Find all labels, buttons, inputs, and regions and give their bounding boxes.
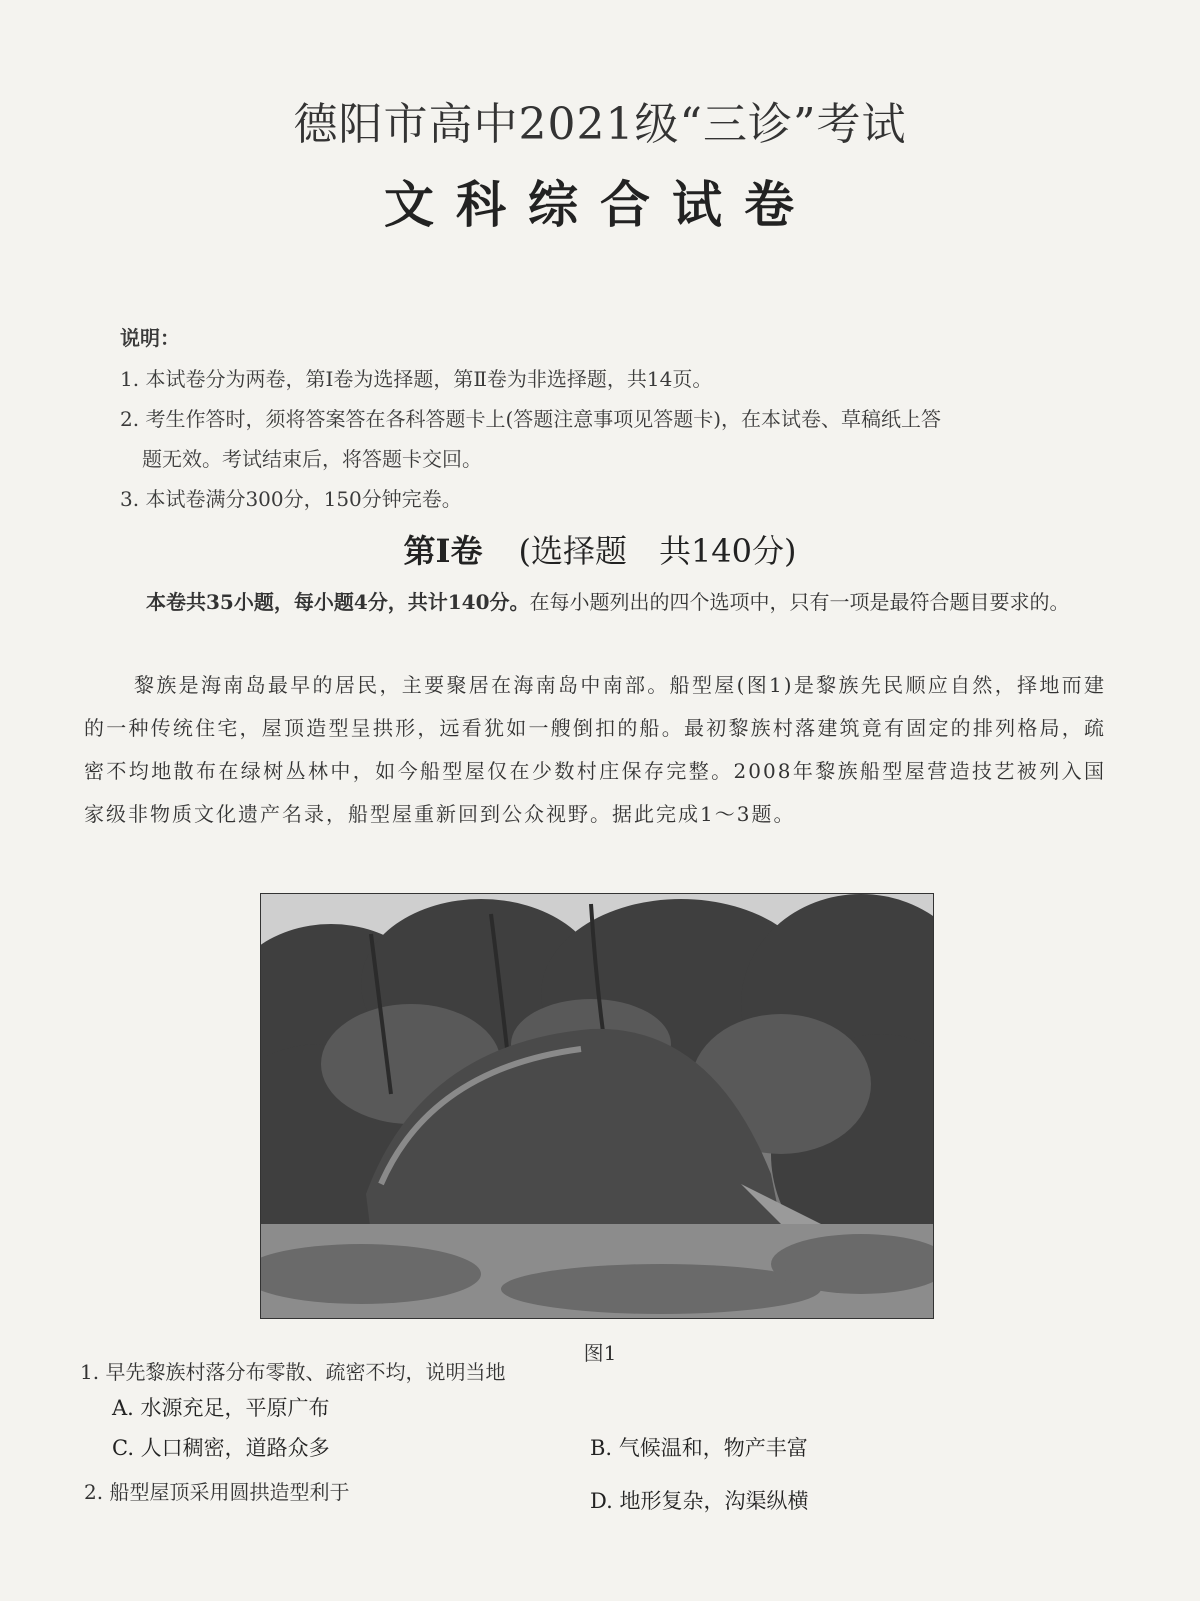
instructions xyxy=(120,322,1110,519)
instruction-item: 2. 考生作答时，须将答案答在各科答题卡上(答题注意事项见答题卡)，在本试卷、草稿纸上答 xyxy=(120,407,942,431)
exam-title: 德阳市高中2021级“三诊”考试 xyxy=(293,99,907,150)
boat-house-photo-illustration xyxy=(261,894,933,1318)
section-intro xyxy=(96,582,1106,622)
figure-caption: 图1 xyxy=(583,1341,617,1365)
figure-1-photo xyxy=(260,893,934,1319)
instructions-heading: 说明： xyxy=(120,326,180,350)
question-1-option-a: A. 水源充足，平原广布 xyxy=(112,1396,330,1420)
section-title: 第Ⅰ卷 xyxy=(403,532,483,570)
intro-rest: 在每小题列出的四个选项中，只有一项是最符合题目要求的。 xyxy=(529,590,1070,614)
instruction-item: 3. 本试卷满分300分，150分钟完卷。 xyxy=(120,487,462,511)
section-heading xyxy=(0,526,1200,572)
question-2-stem: 2. 船型屋顶采用圆拱造型利于 xyxy=(84,1480,350,1504)
question-1-option-c: C. 人口稠密，道路众多 xyxy=(112,1436,330,1460)
instruction-item: 题无效。考试结束后，将答题卡交回。 xyxy=(142,447,482,471)
exam-subtitle: 文科综合试卷 xyxy=(384,175,816,234)
question-1-stem: 1. 早先黎族村落分布零散、疏密不均，说明当地 xyxy=(80,1360,506,1384)
question-1-option-d: D. 地形复杂，沟渠纵横 xyxy=(590,1489,809,1513)
section-detail: (选择题 共140分) xyxy=(518,532,797,570)
reading-passage: 黎族是海南岛最早的居民，主要聚居在海南岛中南部。船型屋(图1)是黎族先民顺应自然，择地而建的一种传统住宅，屋顶造型呈拱形，远看犹如一艘倒扣的船。最初黎族村落建筑竟有固定的排列格局，疏密不均地散布在绿树丛林中，如今船型屋仅在少数村庄保存完整。2008年黎族船型屋营造技艺被列入国家级非物质文化遗产名录，船型屋重新回到公众视野。据此完成1～3题。 xyxy=(84,673,1106,826)
instruction-item: 1. 本试卷分为两卷，第Ⅰ卷为选择题，第Ⅱ卷为非选择题，共14页。 xyxy=(120,367,713,391)
intro-bold: 本卷共35小题，每小题4分，共计140分。 xyxy=(146,590,530,614)
question-1-option-b: B. 气候温和，物产丰富 xyxy=(590,1436,808,1460)
